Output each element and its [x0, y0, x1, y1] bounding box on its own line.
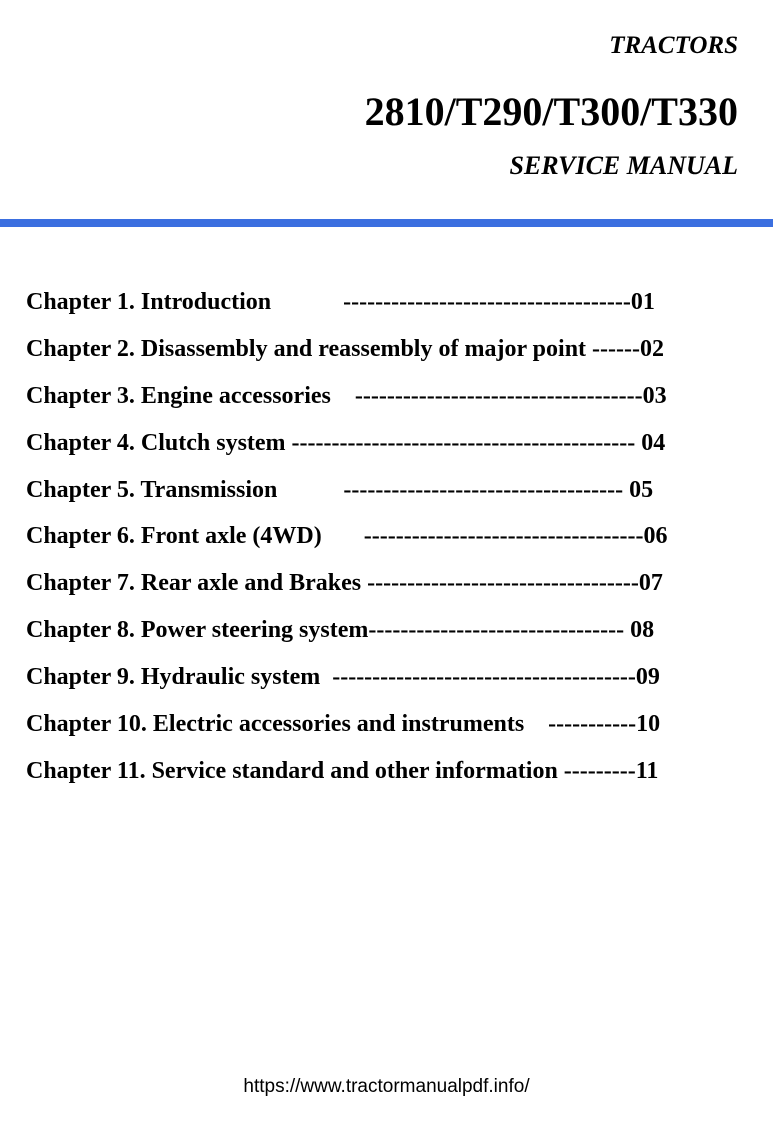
toc-entry-chapter-3: Chapter 3. Engine accessories ------------------------------------03: [26, 382, 667, 409]
toc-entry-chapter-1: Chapter 1. Introduction ------------------------------------01: [26, 289, 655, 315]
source-url: https://www.tractormanualpdf.info/: [243, 1076, 530, 1097]
table-of-contents: [26, 284, 667, 800]
toc-entry-chapter-6: Chapter 6. Front axle (4WD) -----------------------------------06: [26, 523, 668, 550]
brand-title: TRACTORS: [609, 32, 738, 59]
toc-entry-chapter-4: Chapter 4. Clutch system ------------------------------------------- 04: [26, 429, 666, 456]
model-numbers-title: 2810/T290/T300/T330: [364, 89, 738, 134]
toc-entry-chapter-7: Chapter 7. Rear axle and Brakes ----------------------------------07: [26, 570, 663, 597]
toc-entry-chapter-2: Chapter 2. Disassembly and reassembly of major point ------02: [26, 335, 664, 362]
toc-entry-chapter-8: Chapter 8. Power steering system-------------------------------- 08: [26, 617, 655, 644]
toc-entry-chapter-5: Chapter 5. Transmission ----------------------------------- 05: [26, 476, 654, 503]
toc-entry-chapter-11: Chapter 11. Service standard and other information ---------11: [26, 757, 659, 784]
document-type-title: SERVICE MANUAL: [509, 151, 738, 180]
toc-entry-chapter-9: Chapter 9. Hydraulic system --------------------------------------09: [26, 664, 660, 691]
toc-entry-chapter-10: Chapter 10. Electric accessories and instruments -----------10: [26, 711, 661, 738]
header-divider: [0, 219, 773, 227]
